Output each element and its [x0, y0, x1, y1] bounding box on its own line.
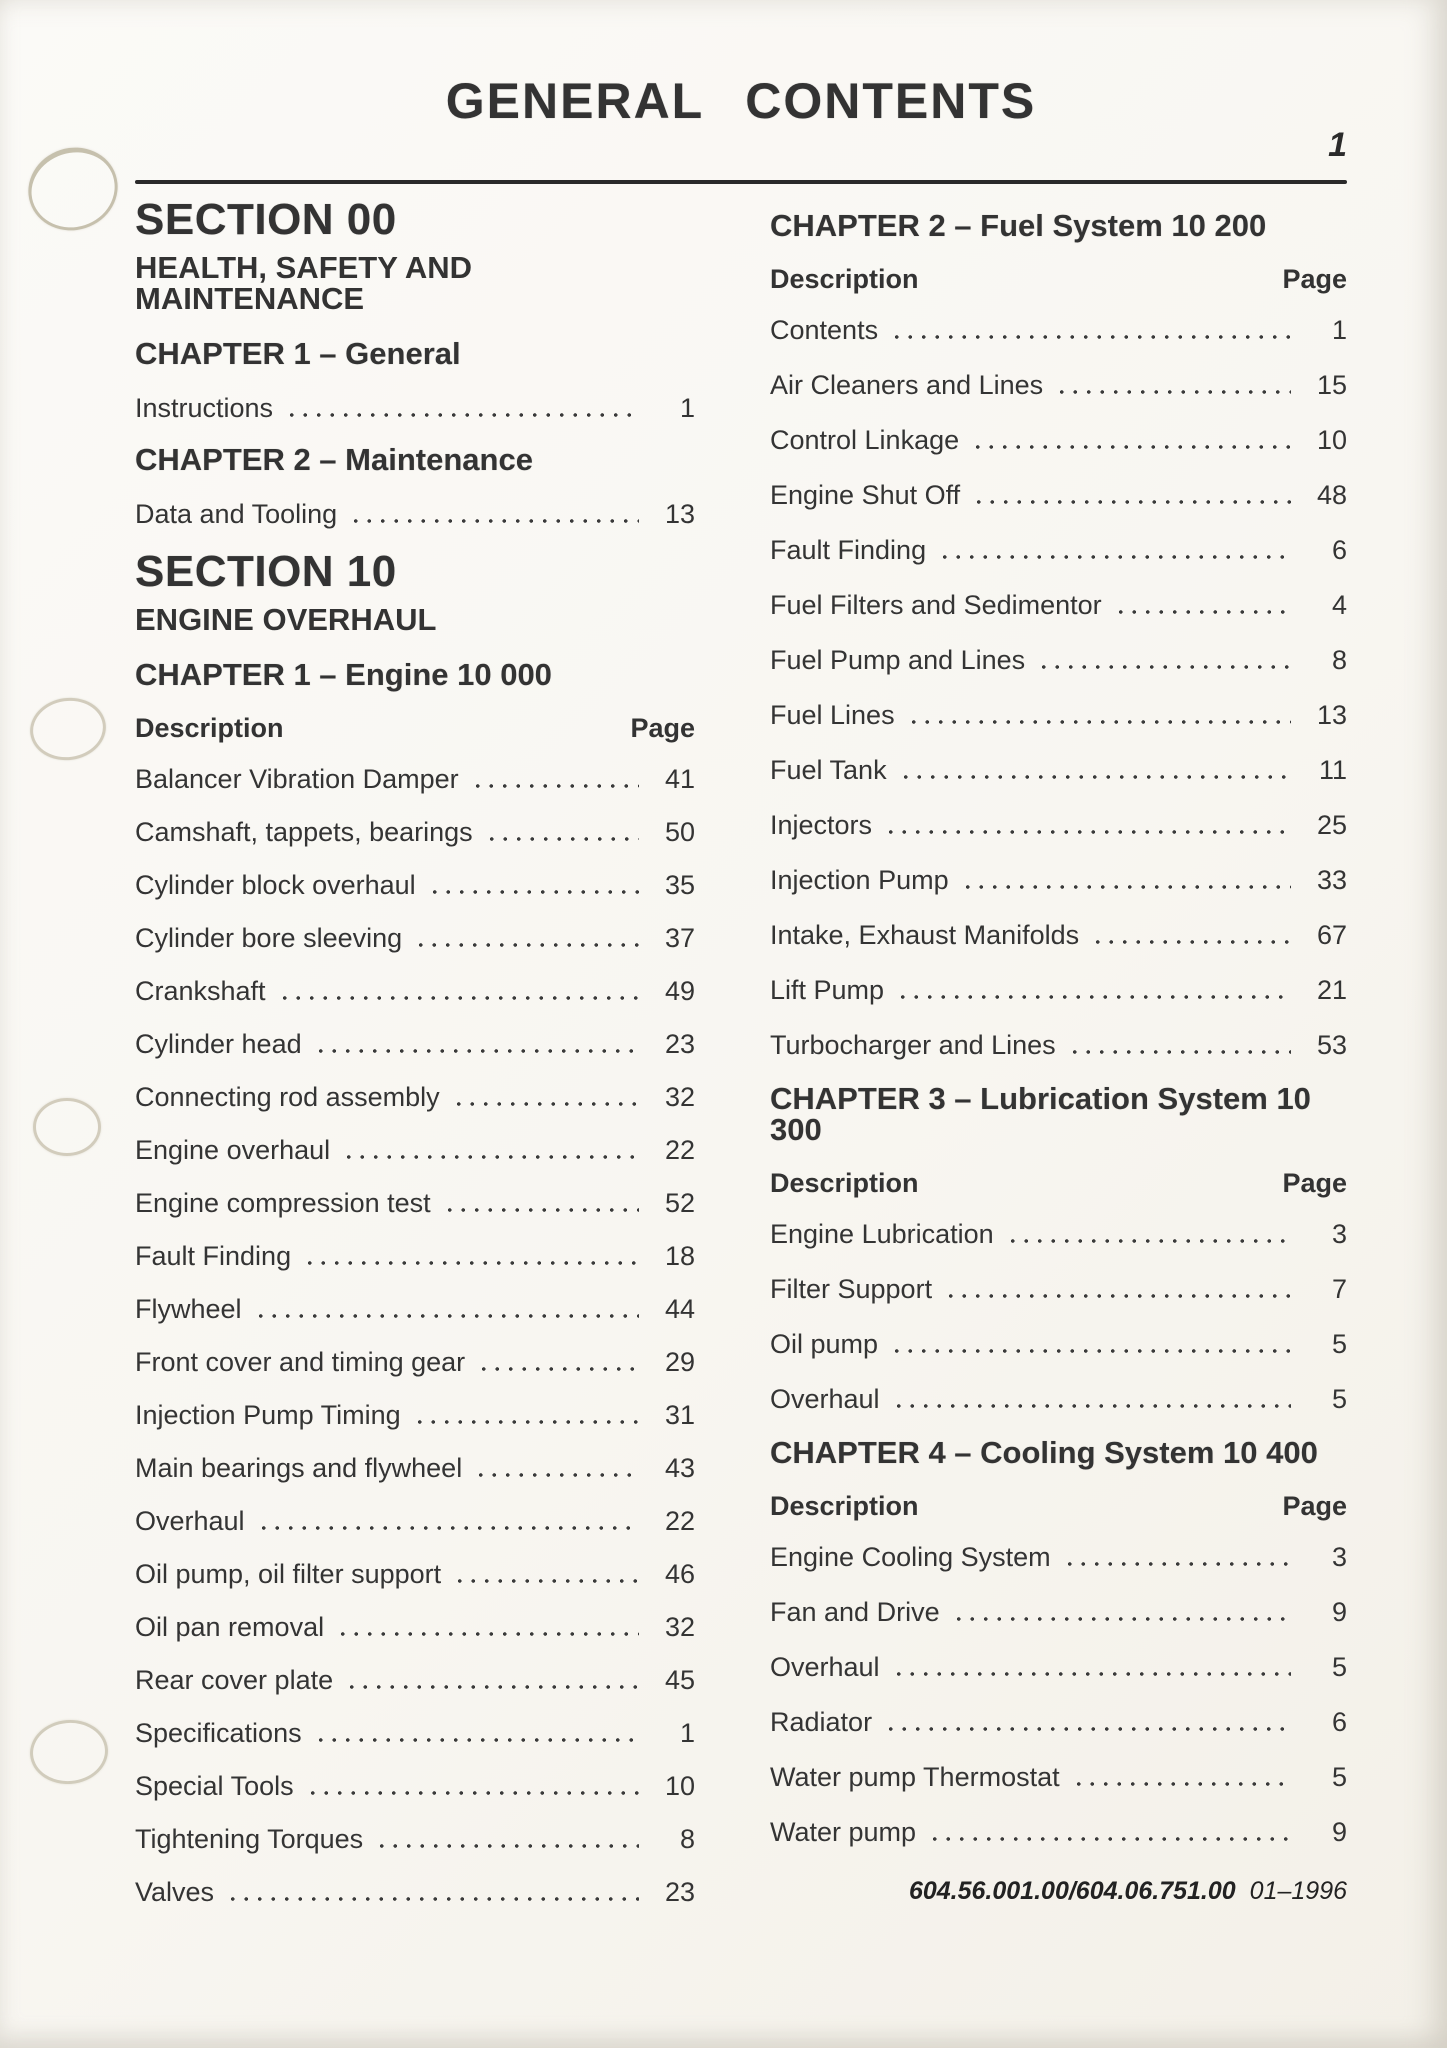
- toc-entry-label: Connecting rod assembly: [135, 1082, 440, 1112]
- toc-entry-label: Injectors: [770, 810, 873, 840]
- toc-page-label: Page: [1282, 264, 1347, 294]
- toc-header-row: [770, 263, 1347, 295]
- toc-entry-label: Valves: [135, 1877, 215, 1907]
- toc-leader-dots: [969, 423, 1291, 457]
- toc-entry-page: 43: [664, 1453, 695, 1483]
- toc-leader-dots: [312, 1716, 639, 1750]
- toc-entry-page: 3: [1331, 1542, 1347, 1572]
- toc-entry-page: 48: [1316, 480, 1347, 510]
- footer-date: 01–1996: [1249, 1877, 1347, 1905]
- toc-entry-page: 32: [664, 1612, 695, 1642]
- toc-entry: [770, 918, 1347, 952]
- toc-entry-label: Filter Support: [770, 1274, 933, 1304]
- toc-header-row: [135, 712, 695, 744]
- toc-entry-page: 13: [664, 499, 695, 529]
- toc-entry: [770, 368, 1347, 402]
- toc-leader-dots: [970, 478, 1291, 512]
- toc-leader-dots: [411, 1398, 639, 1432]
- toc-entry-label: Engine Cooling System: [770, 1542, 1051, 1572]
- toc-leader-dots: [426, 868, 639, 902]
- toc-leader-dots: [475, 1345, 639, 1379]
- toc-entry-label: Water pump: [770, 1817, 917, 1847]
- toc-entry-page: 25: [1316, 810, 1347, 840]
- toc-header-row: [770, 1167, 1347, 1199]
- toc-leader-dots: [936, 533, 1291, 567]
- toc-entry-label: Main bearings and flywheel: [135, 1453, 463, 1483]
- toc-entry-page: 1: [1331, 315, 1347, 345]
- chapter-heading: CHAPTER 1 – General: [135, 336, 461, 371]
- toc-entry-label: Overhaul: [135, 1506, 245, 1536]
- toc-leader-dots: [343, 1663, 639, 1697]
- page-number: 1: [1328, 126, 1347, 164]
- toc-entry-page: 9: [1331, 1597, 1347, 1627]
- toc-entry-label: Crankshaft: [135, 976, 266, 1006]
- toc-description-label: Description: [770, 1491, 919, 1521]
- toc-entry: [135, 1027, 695, 1061]
- toc-entry: [770, 808, 1347, 842]
- toc-entry-label: Fuel Pump and Lines: [770, 645, 1026, 675]
- toc-entry: [135, 1610, 695, 1644]
- toc-entry-label: Tightening Torques: [135, 1824, 364, 1854]
- toc-leader-dots: [890, 1650, 1291, 1684]
- toc-entry: [135, 974, 695, 1008]
- toc-entry: [135, 868, 695, 902]
- punch-hole-mark: [33, 1098, 101, 1156]
- toc-entry: [135, 1133, 695, 1167]
- toc-entry-page: 33: [1316, 865, 1347, 895]
- toc-leader-dots: [334, 1610, 639, 1644]
- punch-hole-mark: [26, 693, 110, 765]
- toc-entry: [770, 1815, 1347, 1849]
- toc-entry-label: Engine compression test: [135, 1188, 431, 1218]
- toc-leader-dots: [897, 753, 1291, 787]
- toc-leader-dots: [882, 1705, 1291, 1739]
- toc-entry-page: 23: [664, 1029, 695, 1059]
- toc-page-label: Page: [1282, 1491, 1347, 1521]
- chapter-heading: CHAPTER 3 – Lubrication System 10 300: [770, 1081, 1311, 1147]
- toc-entry-label: Overhaul: [770, 1384, 880, 1414]
- toc-entry: [770, 973, 1347, 1007]
- toc-entry-label: Cylinder bore sleeving: [135, 923, 403, 953]
- toc-entry: [770, 1595, 1347, 1629]
- toc-entry-label: Fuel Lines: [770, 700, 895, 730]
- toc-entry: [770, 643, 1347, 677]
- toc-entry-label: Balancer Vibration Damper: [135, 764, 459, 794]
- chapter-heading: CHAPTER 4 – Cooling System 10 400: [770, 1435, 1318, 1470]
- toc-entry-page: 3: [1331, 1219, 1347, 1249]
- toc-entry-page: 5: [1331, 1762, 1347, 1792]
- toc-entry-label: Fan and Drive: [770, 1597, 940, 1627]
- toc-entry-label: Oil pan removal: [135, 1612, 325, 1642]
- toc-entry-label: Injection Pump: [770, 865, 949, 895]
- toc-entry-page: 15: [1316, 370, 1347, 400]
- toc-entry: [135, 1875, 695, 1909]
- toc-entry: [135, 1822, 695, 1856]
- toc-entry-label: Turbocharger and Lines: [770, 1030, 1056, 1060]
- toc-leader-dots: [472, 1451, 639, 1485]
- toc-entry: [135, 815, 695, 849]
- toc-leader-dots: [1066, 1028, 1291, 1062]
- toc-leader-dots: [312, 1027, 639, 1061]
- toc-leader-dots: [451, 1557, 639, 1591]
- toc-entry-label: Flywheel: [135, 1294, 242, 1324]
- toc-leader-dots: [1004, 1217, 1291, 1251]
- toc-entry-label: Special Tools: [135, 1771, 294, 1801]
- toc-entry-page: 31: [664, 1400, 695, 1430]
- toc-leader-dots: [276, 974, 639, 1008]
- toc-entry-page: 41: [664, 764, 695, 794]
- toc-description-label: Description: [770, 264, 919, 294]
- toc-entry: [135, 1504, 695, 1538]
- toc-entry: [135, 1186, 695, 1220]
- toc-entry-page: 13: [1316, 700, 1347, 730]
- toc-leader-dots: [1070, 1760, 1291, 1794]
- toc-entry: [770, 1327, 1347, 1361]
- toc-entry-label: Specifications: [135, 1718, 302, 1748]
- toc-entry-label: Oil pump, oil filter support: [135, 1559, 442, 1589]
- toc-entry-label: Engine Lubrication: [770, 1219, 994, 1249]
- toc-entry-label: Data and Tooling: [135, 499, 338, 529]
- toc-entry-label: Engine Shut Off: [770, 480, 961, 510]
- toc-entry-page: 4: [1331, 590, 1347, 620]
- toc-entry-page: 8: [679, 1824, 695, 1854]
- section-subtitle: ENGINE OVERHAUL: [135, 602, 437, 637]
- toc-entry-page: 52: [664, 1188, 695, 1218]
- toc-entry-page: 11: [1318, 755, 1347, 785]
- toc-entry: [770, 313, 1347, 347]
- toc-entry-page: 18: [664, 1241, 695, 1271]
- toc-leader-dots: [469, 762, 639, 796]
- toc-entry-label: Cylinder head: [135, 1029, 302, 1059]
- toc-entry-page: 22: [664, 1135, 695, 1165]
- toc-leader-dots: [340, 1133, 639, 1167]
- toc-leader-dots: [1112, 588, 1291, 622]
- header-rule: [135, 180, 1347, 184]
- toc-entry-page: 5: [1331, 1329, 1347, 1359]
- toc-entry-page: 1: [679, 1718, 695, 1748]
- toc-leader-dots: [888, 1327, 1291, 1361]
- toc-leader-dots: [959, 863, 1291, 897]
- toc-entry: [770, 533, 1347, 567]
- toc-entry-page: 67: [1316, 920, 1347, 950]
- toc-description-label: Description: [135, 713, 284, 743]
- toc-entry: [770, 1540, 1347, 1574]
- toc-entry-page: 8: [1331, 645, 1347, 675]
- toc-leader-dots: [942, 1272, 1291, 1306]
- toc-entry: [135, 762, 695, 796]
- toc-entry-label: Cylinder block overhaul: [135, 870, 416, 900]
- footer: [770, 1877, 1347, 1906]
- toc-page-label: Page: [1282, 1168, 1347, 1198]
- toc-entry-label: Camshaft, tappets, bearings: [135, 817, 473, 847]
- toc-entry: [770, 1650, 1347, 1684]
- toc-entry: [770, 698, 1347, 732]
- toc-entry-page: 23: [664, 1877, 695, 1907]
- toc-entry-label: Radiator: [770, 1707, 873, 1737]
- toc-page-label: Page: [630, 713, 695, 743]
- toc-entry-page: 53: [1316, 1030, 1347, 1060]
- toc-entry: [770, 1760, 1347, 1794]
- toc-leader-dots: [1035, 643, 1291, 677]
- chapter-heading: CHAPTER 2 – Fuel System 10 200: [770, 208, 1267, 243]
- toc-entry: [135, 497, 695, 531]
- toc-entry-page: 37: [664, 923, 695, 953]
- footer-reference: 604.56.001.00/604.06.751.00: [908, 1877, 1236, 1905]
- toc-leader-dots: [483, 815, 639, 849]
- toc-entry-label: Engine overhaul: [135, 1135, 331, 1165]
- toc-leader-dots: [950, 1595, 1291, 1629]
- toc-entry: [135, 1769, 695, 1803]
- toc-entry-label: Overhaul: [770, 1652, 880, 1682]
- toc-entry-page: 29: [664, 1347, 695, 1377]
- toc-leader-dots: [1053, 368, 1291, 402]
- toc-entry-page: 46: [664, 1559, 695, 1589]
- toc-entry-page: 49: [664, 976, 695, 1006]
- toc-leader-dots: [412, 921, 639, 955]
- toc-entry: [135, 1451, 695, 1485]
- toc-entry: [135, 921, 695, 955]
- toc-leader-dots: [926, 1815, 1291, 1849]
- toc-entry: [770, 1382, 1347, 1416]
- toc-entry: [135, 391, 695, 425]
- toc-entry-page: 6: [1331, 1707, 1347, 1737]
- toc-column-right: [770, 198, 1347, 1906]
- toc-header-row: [770, 1490, 1347, 1522]
- section-subtitle: HEALTH, SAFETY AND MAINTENANCE: [135, 250, 472, 316]
- toc-leader-dots: [894, 973, 1291, 1007]
- toc-entry: [770, 1028, 1347, 1062]
- toc-leader-dots: [890, 1382, 1291, 1416]
- toc-leader-dots: [373, 1822, 639, 1856]
- toc-leader-dots: [1089, 918, 1291, 952]
- toc-entry-label: Fault Finding: [135, 1241, 292, 1271]
- toc-entry: [135, 1663, 695, 1697]
- toc-leader-dots: [905, 698, 1291, 732]
- toc-entry-label: Control Linkage: [770, 425, 960, 455]
- toc-entry: [135, 1716, 695, 1750]
- toc-entry-label: Injection Pump Timing: [135, 1400, 401, 1430]
- toc-column-left: [135, 195, 695, 1928]
- chapter-heading: CHAPTER 2 – Maintenance: [135, 442, 533, 477]
- toc-entry-page: 45: [664, 1665, 695, 1695]
- toc-entry-page: 35: [664, 870, 695, 900]
- toc-entry-page: 22: [664, 1506, 695, 1536]
- toc-entry-label: Front cover and timing gear: [135, 1347, 466, 1377]
- toc-entry: [135, 1557, 695, 1591]
- toc-leader-dots: [224, 1875, 639, 1909]
- toc-leader-dots: [1061, 1540, 1291, 1574]
- toc-entry: [770, 1272, 1347, 1306]
- toc-entry: [135, 1080, 695, 1114]
- toc-entry-label: Water pump Thermostat: [770, 1762, 1060, 1792]
- toc-entry: [770, 423, 1347, 457]
- toc-entry: [770, 753, 1347, 787]
- toc-entry: [770, 1217, 1347, 1251]
- toc-leader-dots: [441, 1186, 639, 1220]
- toc-entry: [770, 588, 1347, 622]
- toc-entry-label: Fuel Filters and Sedimentor: [770, 590, 1102, 620]
- toc-entry-page: 9: [1331, 1817, 1347, 1847]
- toc-entry: [135, 1398, 695, 1432]
- chapter-heading: CHAPTER 1 – Engine 10 000: [135, 657, 552, 692]
- toc-entry-page: 10: [1316, 425, 1347, 455]
- toc-entry-label: Oil pump: [770, 1329, 879, 1359]
- toc-entry-label: Rear cover plate: [135, 1665, 334, 1695]
- toc-entry-page: 1: [679, 393, 695, 423]
- toc-entry: [135, 1345, 695, 1379]
- toc-leader-dots: [283, 391, 639, 425]
- toc-description-label: Description: [770, 1168, 919, 1198]
- toc-leader-dots: [450, 1080, 639, 1114]
- toc-entry-page: 50: [664, 817, 695, 847]
- toc-entry-page: 32: [664, 1082, 695, 1112]
- toc-entry: [770, 863, 1347, 897]
- toc-entry-label: Contents: [770, 315, 879, 345]
- toc-entry-page: 7: [1331, 1274, 1347, 1304]
- section-title: SECTION 00: [135, 195, 397, 244]
- toc-leader-dots: [301, 1239, 639, 1273]
- toc-leader-dots: [255, 1504, 639, 1538]
- toc-entry-label: Intake, Exhaust Manifolds: [770, 920, 1080, 950]
- toc-entry-page: 10: [664, 1771, 695, 1801]
- toc-entry-page: 5: [1331, 1652, 1347, 1682]
- toc-entry-page: 21: [1316, 975, 1347, 1005]
- toc-entry-page: 44: [664, 1294, 695, 1324]
- page-title: GENERAL CONTENTS: [445, 73, 1037, 129]
- toc-entry-label: Fault Finding: [770, 535, 927, 565]
- punch-hole-mark: [27, 1717, 110, 1788]
- toc-entry: [135, 1239, 695, 1273]
- toc-leader-dots: [252, 1292, 639, 1326]
- toc-entry: [135, 1292, 695, 1326]
- toc-entry-page: 5: [1331, 1384, 1347, 1414]
- toc-entry-label: Lift Pump: [770, 975, 885, 1005]
- toc-leader-dots: [304, 1769, 639, 1803]
- toc-entry-page: 6: [1331, 535, 1347, 565]
- toc-entry-label: Instructions: [135, 393, 274, 423]
- toc-leader-dots: [882, 808, 1291, 842]
- section-title: SECTION 10: [135, 547, 397, 596]
- toc-leader-dots: [888, 313, 1291, 347]
- toc-leader-dots: [347, 497, 639, 531]
- toc-entry: [770, 478, 1347, 512]
- toc-entry-label: Air Cleaners and Lines: [770, 370, 1044, 400]
- toc-entry: [770, 1705, 1347, 1739]
- toc-entry-label: Fuel Tank: [770, 755, 887, 785]
- punch-hole-mark: [18, 136, 129, 242]
